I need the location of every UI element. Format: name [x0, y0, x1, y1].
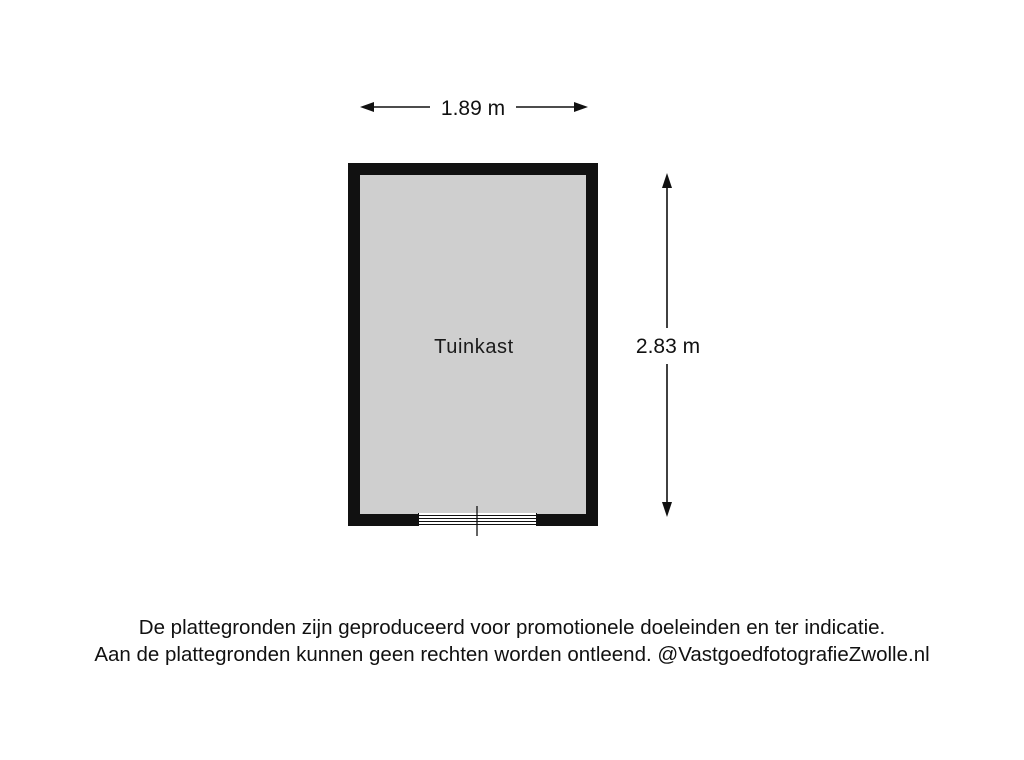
- disclaimer-line-1: De plattegronden zijn geproduceerd voor promotionele doeleinden en ter indicatie.: [138, 616, 886, 639]
- width-dimension: [360, 97, 588, 120]
- arrow-left-icon: [360, 102, 374, 112]
- disclaimer-line-2: Aan de plattegronden kunnen geen rechten worden ontleend. @VastgoedfotografieZwolle.nl: [94, 643, 930, 666]
- depth-label: 2.83 m: [635, 335, 701, 358]
- arrow-right-icon: [574, 102, 588, 112]
- width-label: 1.89 m: [440, 97, 506, 120]
- room-name: Tuinkast: [434, 336, 514, 358]
- arrow-up-icon: [662, 173, 672, 188]
- depth-dimension: [636, 173, 700, 517]
- room-tuinkast: [348, 163, 598, 536]
- arrow-down-icon: [662, 502, 672, 517]
